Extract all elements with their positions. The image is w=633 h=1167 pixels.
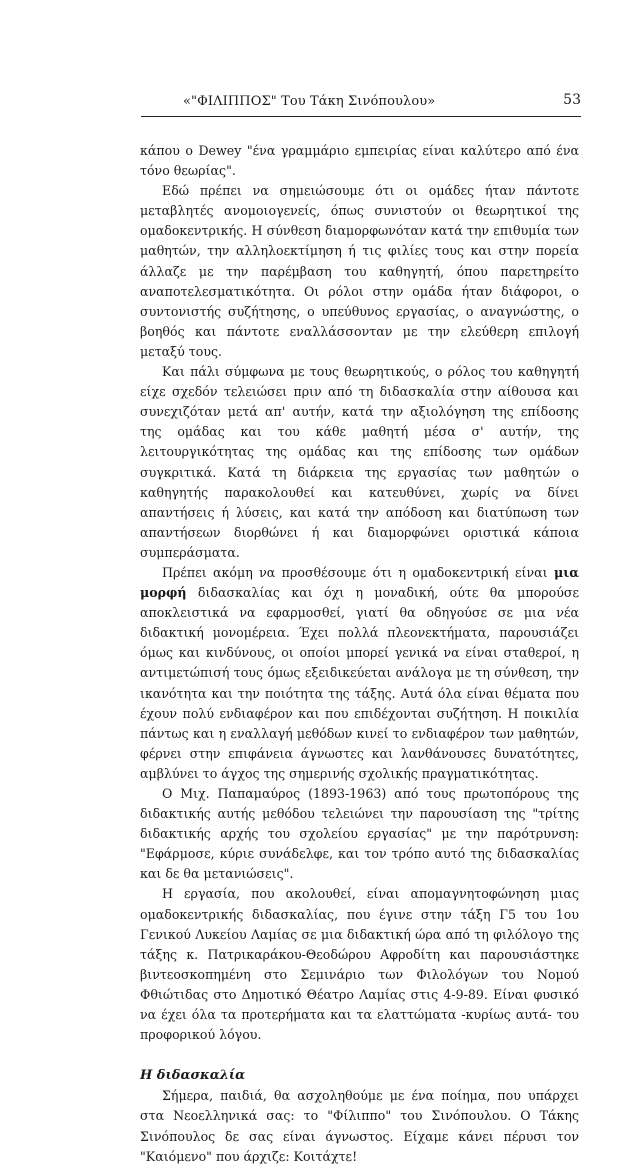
page-header [141, 92, 581, 117]
paragraph-7: Σήμερα, παιδιά, θα ασχοληθούμε με ένα ποίημα, που υπάρχει στα Νεοελληνικά σας: το "Φίλιππο" του Σινόπουλου. Ο Τάκης Σινόπουλος δε σας είναι άγνωστος. Είχαμε κάνει πέρυσι τον "Καιόμενο" που άρχιζε: Κοιτάχτε! [140, 1088, 579, 1164]
paragraph-6: Η εργασία, που ακολουθεί, είναι απομαγνητοφώνηση μιας ομαδοκεντρικής διδασκαλίας, που έγινε στην τάξη Γ5 του 1ου Γενικού Λυκείου Λαμίας σε μια διδακτική ώρα από τη φιλόλογο της τάξης κ. Πατρικαράκου-Θεοδώρου Αφροδίτη και παρουσιάστηκε βιντεοσκοπημένη στο Σεμινάριο των Φιλολόγων του Νομού Φθιώτιδας στο Δημοτικό Θέατρο Λαμίας στις 4-9-89. Είναι φυσικό να έχει όλα τα προτερήματα και τα ελαττώματα -κυρίως αυτά- του προφορικού λόγου. [140, 886, 579, 1043]
section-heading: Η διδασκαλία [140, 1068, 246, 1084]
page-number: 53 [563, 92, 581, 108]
paragraph-4-end: διδασκαλίας και όχι η μοναδική, ούτε θα μπορούσε αποκλειστικά να εφαρμοσθεί, γιατί θα οδηγούσε σε μια νέα διδακτική μονομέρεια. Έχει πολλά πλεονεκτήματα, παρουσιάζει όμως και κινδύνους, οι οποίοι μπορεί γενικά να είναι σταθεροί, η αντιμετώπισή τους όμως εξειδικεύεται ανάλογα με τη σύνθεση, την ικανότητα και την ποιότητα της τάξης. Αυτά όλα είναι θέματα που έχουν πολύ ενδιαφέρον και που επιδέχονται συζήτηση. Η ποικιλία πάντως και η εναλλαγή μεθόδων κινεί το ενδιαφέρον των μαθητών, φέρνει στην επιφάνεια άγνωστες και λανθάνουσες δυνατότητες, αμβλύνει το άγχος της σημερινής σχολικής πραγματικότητας. [140, 585, 579, 781]
paragraph-3: Και πάλι σύμφωνα με τους θεωρητικούς, ο ρόλος του καθηγητή είχε σχεδόν τελειώσει πριν από τη διδασκαλία στην αίθουσα και συνεχιζόταν μετά απ' αυτήν, κατά την αξιολόγηση της επίδοσης της ομάδας και του κάθε μαθητή μέσα σ' αυτήν, της λειτουργικότητας της ομάδας και της επίδοσης των ομάδων συγκριτικά. Κατά τη διάρκεια της εργασίας των μαθητών ο καθηγητής παρακολουθεί και κατευθύνει, χωρίς να δίνει απαντήσεις ή λύσεις, και κατά την απόδοση και διατύπωση των απαντήσεων διορθώνει ή και διαμορφώνει οριστικά κάποια συμπεράσματα. [140, 364, 579, 560]
body-text [140, 141, 579, 1167]
running-title: «"ΦΙΛΙΠΠΟΣ" Του Τάκη Σινόπουλου» [183, 94, 436, 109]
paragraph-4-start: Πρέπει ακόμη να προσθέσουμε ότι η ομαδοκεντρική είναι [162, 564, 554, 580]
emphasis-one-form: μια μορφή [140, 564, 579, 601]
paragraph-1: κάπου ο Dewey "ένα γραμμάριο εμπειρίας είναι καλύτερο από ένα τόνο θεωρίας". [140, 143, 579, 179]
paragraph-4 [140, 563, 579, 784]
paragraph-2: Εδώ πρέπει να σημειώσουμε ότι οι ομάδες ήταν πάντοτε μεταβλητές ανομοιογενείς, όπως συνιστούν οι θεωρητικοί της ομαδοκεντρικής. Η σύνθεση διαμορφωνόταν κατά την επιθυμία των μαθητών, την αλληλοεκτίμηση ή τις φιλίες τους και στην πορεία άλλαζε με την παρέμβαση του καθηγητή, όπου παρετηρείτο αναποτελεσματικότητα. Οι ρόλοι στην ομάδα ήταν διάφοροι, ο συντονιστής συζήτησης, ο υπεύθυνος εργασίας, ο αναγνώστης, ο βοηθός και πάντοτε εναλλάσσονταν με την ελεύθερη επιλογή μεταξύ τους. [140, 183, 579, 359]
paragraph-5: Ο Μιχ. Παπαμαύρος (1893-1963) από τους πρωτοπόρους της διδακτικής αυτής μεθόδου τελειώνει την παρουσίαση της "τρίτης διδακτικής αρχής του σχολείου εργασίας" με την παρότρυνση: "Εφάρμοσε, κύριε συνάδελφε, και τον τρόπο αυτό της διδασκαλίας και δε θα μετανιώσεις". [140, 786, 579, 882]
